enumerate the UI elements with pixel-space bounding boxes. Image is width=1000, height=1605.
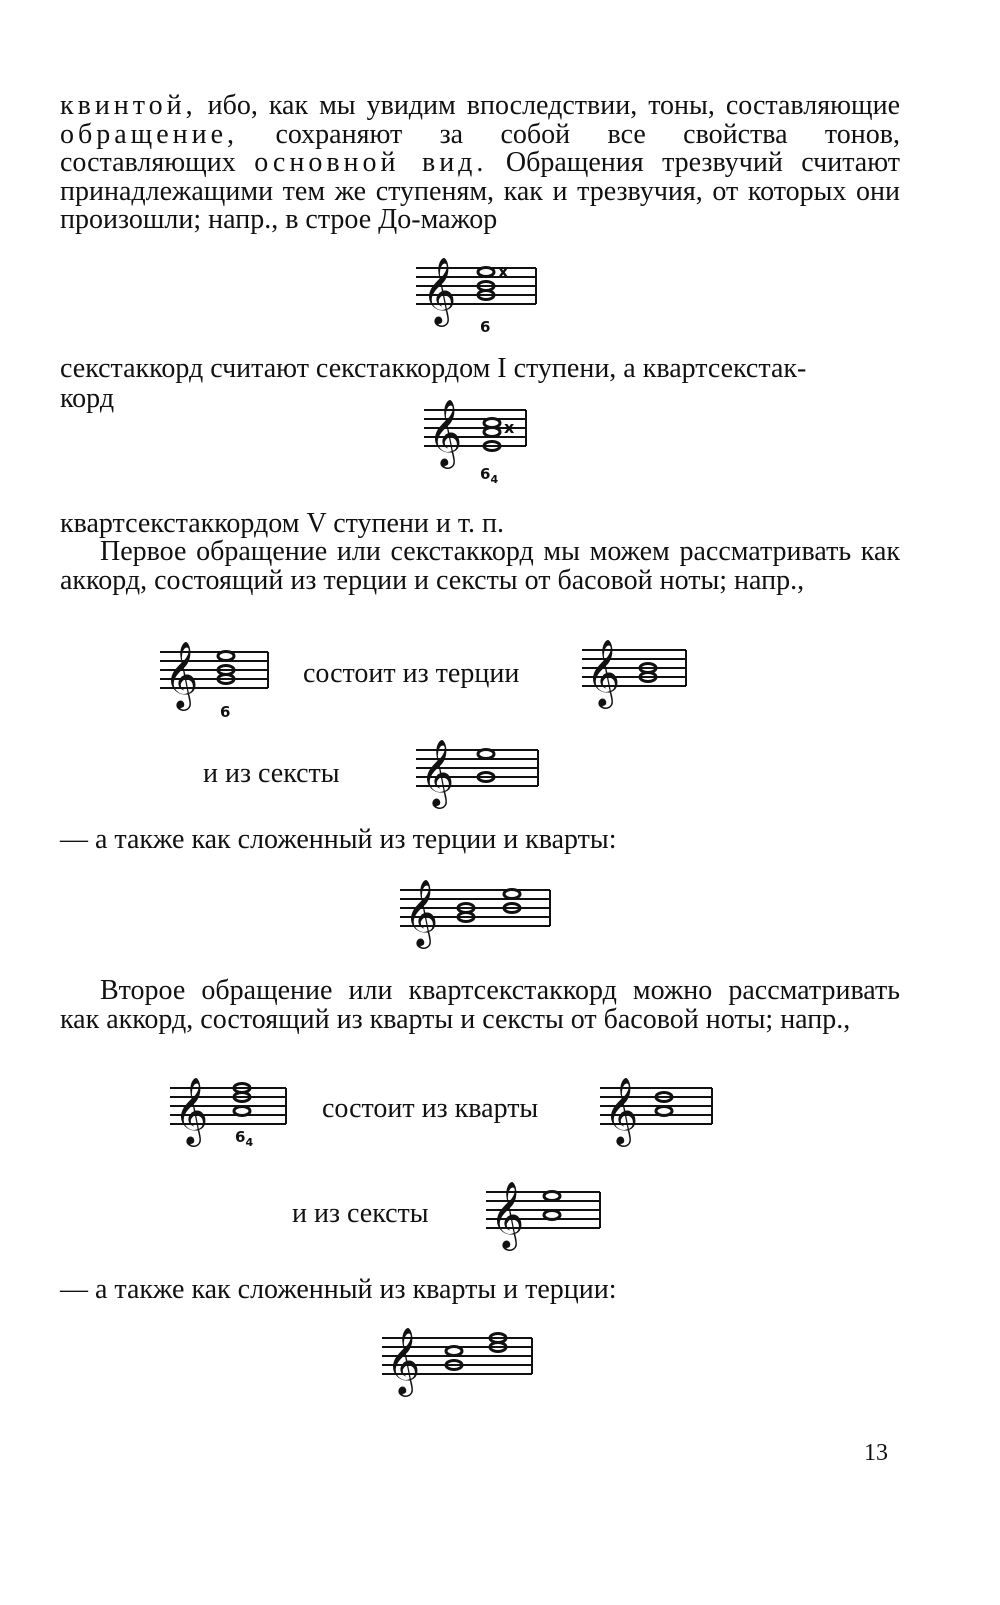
figure-label-six: 6	[480, 318, 491, 336]
paragraph-first-inversion: Первое обращение или секстаккорд мы можем рассматривать как аккорд, состоящий из терции и сексты от басовой ноты; напр.,	[60, 536, 900, 596]
paragraph-inversions	[60, 92, 900, 235]
figure-label-main: 6	[480, 465, 491, 483]
text-consists-of-third: состоит из терции	[303, 658, 520, 689]
music-staff-six-four-chord	[424, 390, 544, 475]
text-also-third-and-fourth: — а также как сложенный из терции и кварты:	[60, 824, 617, 855]
line-sixth-chord: секстаккорд считают секстаккордом I ступени, а квартсекстак-	[60, 353, 807, 384]
treble-clef-icon: 𝄞	[174, 1076, 209, 1144]
spaced-word-inversion: обращение,	[60, 118, 239, 150]
music-staff-fourth	[600, 1068, 720, 1153]
music-staff-fourth-and-third	[382, 1318, 542, 1403]
music-staff-third-and-fourth	[400, 870, 560, 955]
sharp-accidental-icon: x	[504, 418, 515, 437]
figure-label-sub: 4	[245, 1136, 254, 1149]
treble-clef-icon: 𝄞	[404, 878, 439, 946]
treble-clef-icon: 𝄞	[586, 638, 621, 706]
paragraph-second-inversion: Второе обращение или квартсекстаккорд можно рассматривать как аккорд, состоящий из кварты и сексты от басовой ноты; напр.,	[60, 975, 900, 1035]
text-and-sixth: и из сексты	[203, 758, 340, 789]
figure-label-six-four	[235, 1128, 253, 1149]
paragraph-text-2: сохраняют за собой все свойства тонов, составляющих	[60, 118, 900, 178]
music-staff-sixth-interval-second	[486, 1172, 611, 1257]
text-also-fourth-and-third: — а также как сложенный из кварты и терции:	[60, 1274, 617, 1305]
paragraph-text-3: Обращения трезвучий считают принадлежащими тем же ступеням, как и трезвучия, от которых они произошли; напр., в строе До-мажор	[60, 147, 900, 235]
spaced-word-root-position: основной вид.	[254, 147, 488, 178]
paragraph-text-1: ибо, как мы увидим впоследствии, тоны, составляющие	[196, 90, 900, 121]
line-v-degree: квартсекстаккордом V ступени и т. п.	[60, 508, 504, 539]
page-number: 13	[864, 1440, 888, 1466]
figure-label-sub: 4	[490, 473, 499, 486]
text-and-sixth-second: и из сексты	[292, 1198, 429, 1229]
figure-label-six: 6	[220, 703, 231, 721]
text-consists-of-fourth: состоит из кварты	[322, 1093, 539, 1124]
sharp-accidental-icon: x	[498, 262, 509, 281]
music-staff-third	[582, 630, 692, 715]
treble-clef-icon: 𝄞	[490, 1180, 525, 1248]
music-staff-sixth-interval	[416, 730, 546, 815]
figure-label-main: 6	[235, 1128, 246, 1146]
line-chord: корд	[60, 383, 115, 414]
treble-clef-icon: 𝄞	[420, 738, 455, 806]
music-staff-six-four-chord-example	[170, 1068, 295, 1153]
figure-label-six-four	[480, 465, 498, 486]
treble-clef-icon: 𝄞	[164, 640, 199, 708]
spaced-word-fifth: квинтой,	[60, 90, 197, 121]
treble-clef-icon: 𝄞	[428, 398, 463, 466]
music-staff-sixth-chord	[160, 632, 275, 717]
treble-clef-icon: 𝄞	[422, 256, 457, 324]
treble-clef-icon: 𝄞	[386, 1326, 421, 1394]
treble-clef-icon: 𝄞	[604, 1076, 639, 1144]
